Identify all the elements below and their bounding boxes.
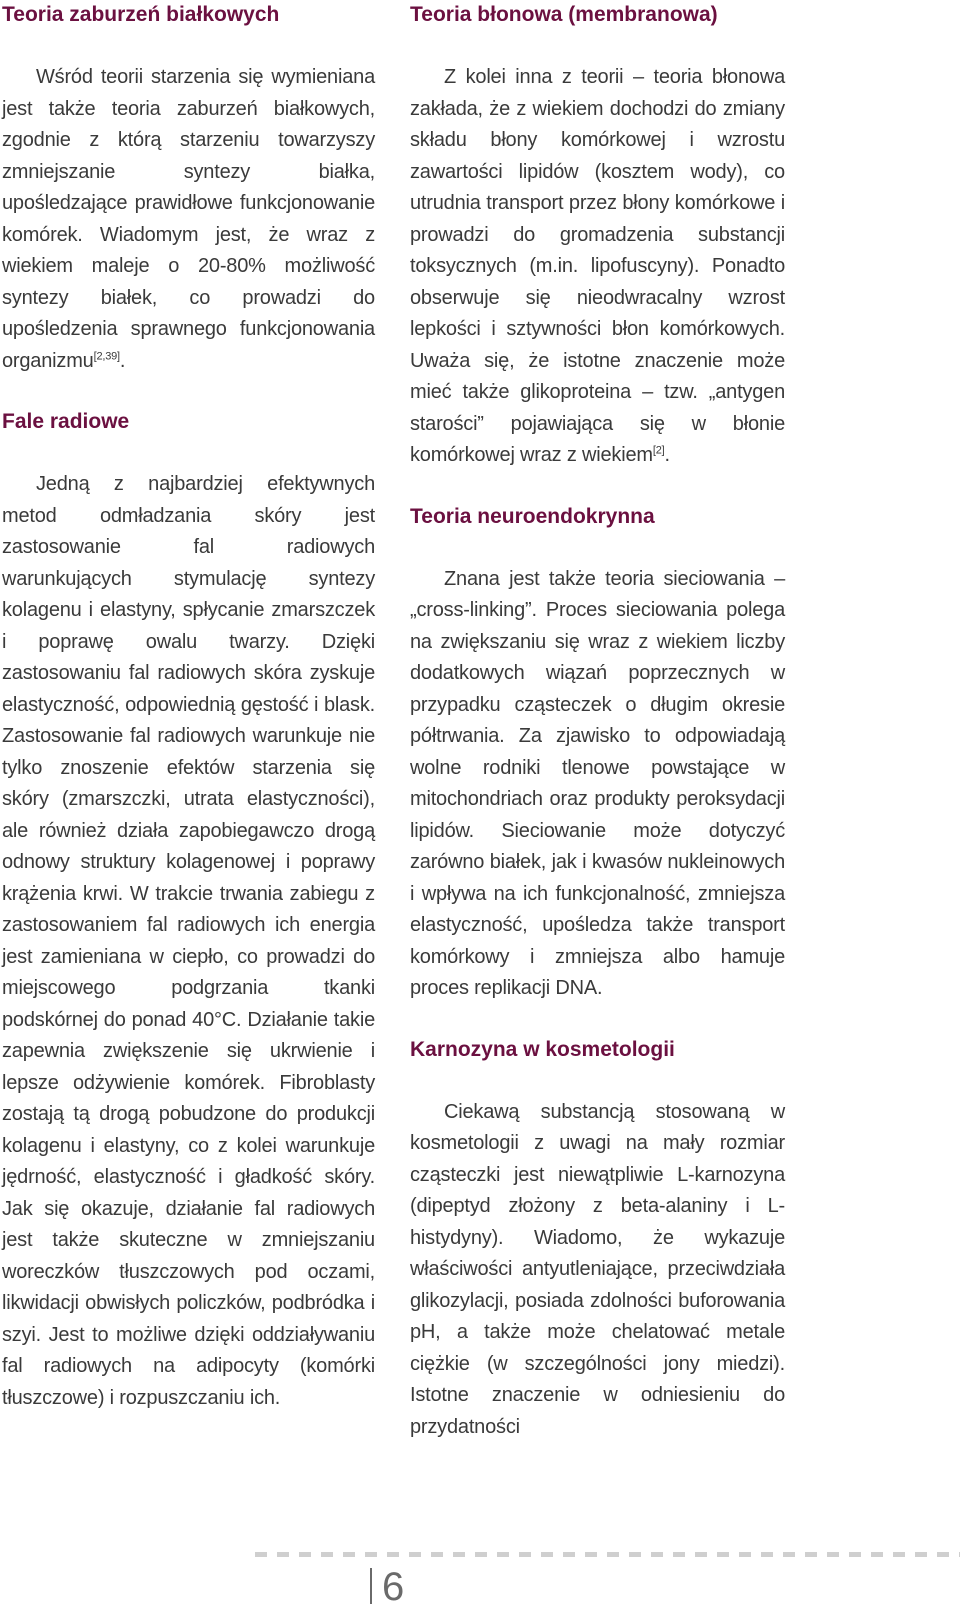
paragraph-text: Wśród teorii starzenia się wymieniana jest także teoria zaburzeń białkowych, zgodnie z którą starzeniu towarzyszy zmniejszanie syntezy białka, upośledzające prawidłowe funkcjonowanie komórek. Wiadomym jest, że wraz z wiekiem maleje o 20-80% możliwość syntezy białek, co prowadzi do upośledzenia sprawnego funkcjonowania organizmu [2,66,375,372]
citation: [2] [652,444,665,457]
paragraph-text: Z kolei inna z teorii – teoria błonowa zakłada, że z wiekiem dochodzi do zmiany składu błony komórkowej i wzrostu zawartości lipidów (kosztem wody), co utrudnia transport przez błony komórkowe i prowadzi do gromadzenia substancji toksycznych (m.in. lipofuscyny). Ponadto obserwuje się nieodwracalny wzrost lepkości i sztywności błon komórkowych. Uważa się, że istotne znaczenie może mieć także glikoproteina – tzw. „antygen starości” pojawiająca się w błonie komórkowej wraz z wiekiem [410,66,785,466]
page-number [370,1565,406,1610]
heading-neuroendocrine-theory: Teoria neuroendokrynna [410,504,655,528]
paragraph-protein-disorder-theory [2,62,375,377]
paragraph-radio-waves: Jedną z najbardziej efektywnych metod odmładzania skóry jest zastosowanie fal radiowych warunkujących stymulację syntezy kolagenu i elastyny, spłycanie zmarszczek i poprawę owalu twarzy. Dzięki zastosowaniu fal radiowych skóra zyskuje elastyczność, odpowiednią gęstość i blask. Zastosowanie fal radiowych warunkuje nie tylko znoszenie efektów starzenia się skóry (zmarszczki, utrata elastyczności), ale również działa zapobiegawczo drogą odnowy struktury kolagenowej i poprawy krążenia krwi. W trakcie trwania zabiegu z zastosowaniem fal radiowych ich energia jest zamieniana w ciepło, co prowadzi do miejscowego podgrzania tkanki podskórnej do ponad 40°C. Działanie takie zapewnia zwiększenie się ukrwienie i lepsze odżywienie komórek. Fibroblasty zostają tą drogą pobudzone do produkcji kolagenu i elastyny, co z kolei warunkuje jędrność, elastyczność i gładkość skóry. Jak się okazuje, działanie fal radiowych jest także skuteczne w zmniejszaniu woreczków tłuszczowych pod oczami, likwidacji obwisłych policzków, podbródka i szyi. Jest to możliwe dzięki oddziaływaniu fal radiowych na adipocyty (komórki tłuszczowe) i rozpuszczaniu ich. [2,473,375,1409]
paragraph-end: . [119,349,126,372]
right-column [410,0,785,1443]
footer-dashed-rule [255,1552,960,1557]
paragraph-neuroendocrine-theory: Znana jest także teoria sieciowania – „cross-linking”. Proces sieciowania polega na zwiększaniu się wraz z wiekiem liczby dodatkowych wiązań poprzecznych w przypadku cząsteczek o długim okresie półtrwania. Za zjawisko to odpowiadają wolne rodniki tlenowe powstające w mitochondriach oraz produkty peroksydacji lipidów. Sieciowanie może dotyczyć zarówno białek, jak i kwasów nukleinowych i wpływa na ich funkcjonalność, zmniejsza elastyczność, upośledza także transport komórkowy i zmniejsza albo hamuje proces replikacji DNA. [410,567,785,999]
page-number-value: 6 [382,1565,407,1609]
heading-carnosine-cosmetology: Karnozyna w kosmetologii [410,1037,675,1061]
paragraph-end: . [664,444,670,466]
heading-protein-disorder-theory: Teoria zaburzeń białkowych [2,3,280,26]
paragraph-membrane-theory [410,62,785,472]
heading-radio-waves: Fale radiowe [2,410,130,433]
page-number-bar [370,1568,372,1604]
citation: [2,39] [93,349,120,362]
heading-membrane-theory: Teoria błonowa (membranowa) [410,3,718,26]
paragraph-carnosine-cosmetology: Ciekawą substancją stosowaną w kosmetologii z uwagi na mały rozmiar cząsteczki jest niewątpliwie L-karnozyna (dipeptyd złożony z beta-alaniny i L-histydyny). Wiadomo, że wykazuje właściwości antyutleniające, przeciwdziała glikozylacji, posiada zdolności buforowania pH, a także może chelatować metale ciężkie (w szczególności jony miedzi). Istotne znaczenie w odniesieniu do przydatności [410,1100,785,1438]
left-column [2,0,375,1414]
